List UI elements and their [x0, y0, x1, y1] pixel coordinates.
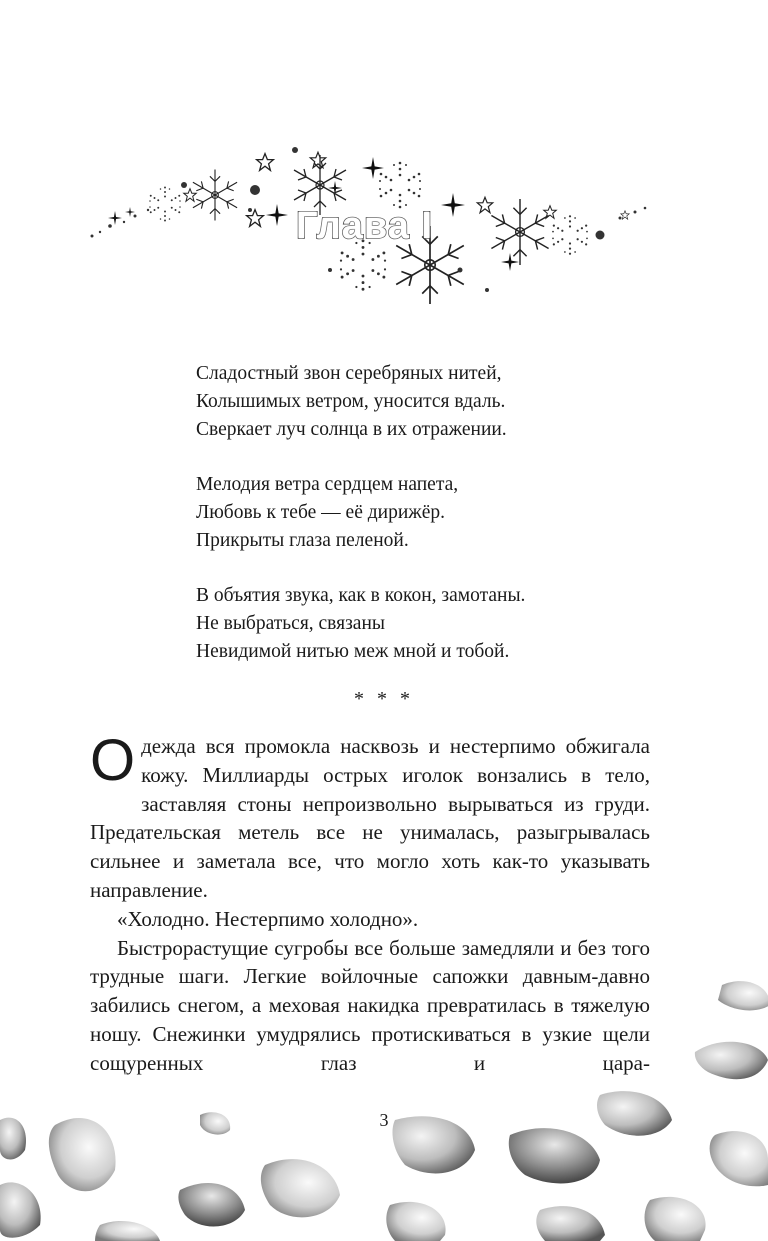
poem-line: Прикрыты глаза пеленой.: [196, 530, 409, 551]
paragraph: Быстрорастущие сугробы все больше замедляли и без того трудные шаги. Легкие войлочные сапожки давным-давно забились снегом, а меховая накидка превратилась в тяжелую ношу. Снежинки умудрялись протискиваться в узкие щели сощуренных глаз и цара-: [90, 935, 650, 1075]
poem-stanza: [196, 582, 676, 666]
poem-line: Невидимой нитью меж мной и тобой.: [196, 641, 510, 662]
section-separator: * * *: [354, 688, 414, 710]
epigraph-poem: [196, 360, 676, 666]
drop-cap: О: [90, 728, 136, 793]
chapter-title: Глава I: [296, 205, 434, 247]
poem-line: Сверкает луч солнца в их отражении.: [196, 419, 507, 440]
poem-line: Сладостный звон серебряных нитей,: [196, 363, 502, 384]
chapter-text: [90, 728, 650, 1078]
poem-line: В объятия звука, как в кокон, замотаны.: [196, 585, 526, 606]
paragraph: «Холодно. Нестерпимо холодно».: [117, 906, 419, 931]
poem-line: Любовь к тебе — её дирижёр.: [196, 502, 446, 523]
poem-stanza: [196, 471, 676, 555]
paragraph-text: дежда вся промокла насквозь и нестерпимо обжигала кожу. Миллиарды острых иголок вонзались в тело, заставляя стоны непроизвольно вырываться из груди. Предательская метель все не унималась, разыгрывалась сильнее и заметала все, что могло хоть как-то указывать направление.: [90, 734, 650, 902]
poem-line: Колышимых ветром, уносится вдаль.: [196, 391, 506, 412]
poem-line: Мелодия ветра сердцем напета,: [196, 474, 459, 495]
paragraph: [90, 728, 650, 905]
poem-stanza: [196, 360, 676, 444]
poem-line: Не выбраться, связаны: [196, 613, 386, 634]
page-number: 3: [379, 1110, 389, 1130]
